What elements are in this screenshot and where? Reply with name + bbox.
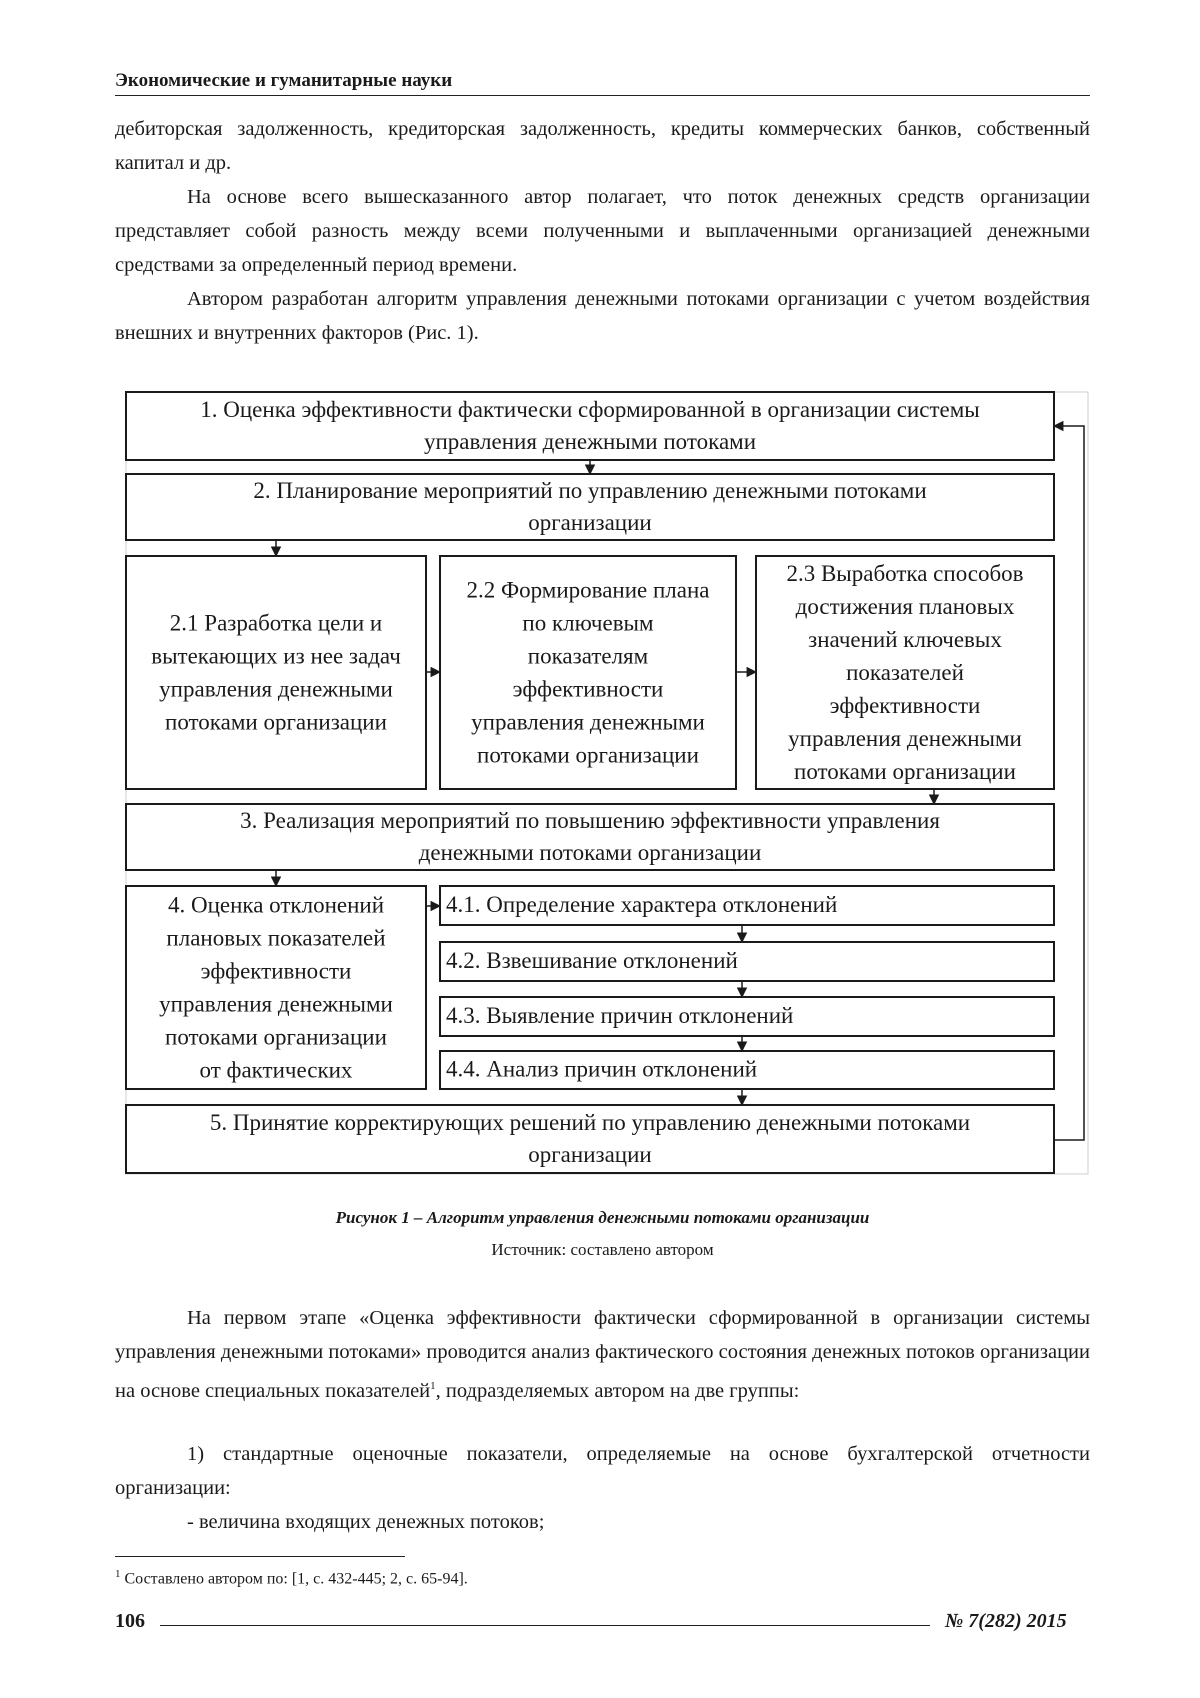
box3-line-1: 3. Реализация мероприятий по повышению эффективности управления	[240, 808, 940, 834]
box4-line-2: плановых показателей	[166, 925, 386, 951]
box23-line-7: потоками организации	[794, 758, 1016, 784]
figure-caption: Рисунок 1 – Алгоритм управления денежными потоками организации	[335, 1208, 870, 1227]
box4-line-3: эффективности	[200, 958, 352, 984]
box21-line-1: 2.1 Разработка цели и	[169, 610, 383, 636]
paragraph-1: дебиторская задолженность, кредиторская задолженность, кредиты коммерческих банков, собственный капитал и др.	[115, 118, 1090, 174]
paragraph-4-tail: , подразделяемых автором на две группы:	[435, 1379, 800, 1402]
box23-line-1: 2.3 Выработка способов	[786, 560, 1024, 586]
issue-number: № 7(282) 2015	[945, 1610, 1067, 1632]
box4-line-4: управления денежными	[159, 991, 393, 1017]
footnote-rule	[115, 1556, 405, 1557]
box44-line-1: 4.4. Анализ причин отклонений	[446, 1056, 758, 1082]
box22-line-6: потоками организации	[477, 742, 699, 768]
box21-line-4: потоками организации	[165, 709, 387, 735]
paragraph-3: Автором разработан алгоритм управления денежными потоками организации с учетом воздействия внешних и внутренних факторов (Рис. 1).	[115, 288, 1090, 344]
figure-source: Источник: составлено автором	[491, 1240, 714, 1259]
box21-line-3: управления денежными	[159, 676, 393, 702]
box22-line-2: по ключевым	[522, 610, 654, 636]
arrow-feedback-5-to-1	[1054, 426, 1084, 1140]
box2-line-2: организации	[528, 510, 652, 536]
box2-line-1: 2. Планирование мероприятий по управлению денежными потоками	[253, 478, 927, 504]
box22-line-5: управления денежными	[471, 709, 705, 735]
paragraph-2: На основе всего вышесказанного автор полагает, что поток денежных средств организации представляет собой разность между всеми полученными и выплаченными организацией денежными средствами за определенный период времени.	[115, 186, 1090, 276]
footnote	[115, 1568, 468, 1588]
box-2-1	[126, 556, 426, 789]
box23-line-2: достижения плановых	[795, 593, 1015, 619]
box4-line-6: от фактических	[199, 1057, 353, 1083]
paragraph-5: 1) стандартные оценочные показатели, определяемые на основе бухгалтерской отчетности организации:	[115, 1443, 1090, 1499]
footer-rule	[160, 1625, 930, 1626]
paragraph-6: - величина входящих денежных потоков;	[187, 1511, 545, 1533]
page-number: 106	[115, 1610, 145, 1632]
box41-line-1: 4.1. Определение характера отклонений	[446, 892, 838, 918]
box21-line-2: вытекающих из нее задач	[151, 643, 401, 669]
box1-line-1: 1. Оценка эффективности фактически сформированной в организации системы	[200, 397, 980, 423]
paragraph-4-text: На первом этапе «Оценка эффективности фактически сформированной в организации системы управления денежными потоками» проводится анализ фактического состояния денежных потоков организации на основе специальных показателей	[115, 1307, 1090, 1402]
box22-line-4: эффективности	[512, 676, 664, 702]
footnote-mark: 1	[115, 1568, 121, 1580]
box5-line-1: 5. Принятие корректирующих решений по управлению денежными потоками	[209, 1110, 971, 1136]
footnote-ref: 1	[430, 1380, 436, 1392]
box23-line-3: значений ключевых	[808, 626, 1002, 652]
box23-line-4: показателей	[846, 659, 964, 685]
box5-line-2: организации	[528, 1142, 652, 1168]
box1-line-2: управления денежными потоками	[423, 429, 757, 455]
box23-line-6: управления денежными	[788, 725, 1022, 751]
box4-line-1: 4. Оценка отклонений	[167, 892, 385, 918]
box22-line-1: 2.2 Формирование плана	[466, 577, 710, 603]
journal-header: Экономические и гуманитарные науки	[115, 70, 1090, 96]
box42-line-1: 4.2. Взвешивание отклонений	[446, 948, 738, 974]
box43-line-1: 4.3. Выявление причин отклонений	[446, 1003, 794, 1029]
box3-line-2: денежными потоками организации	[418, 840, 762, 866]
box23-line-5: эффективности	[829, 692, 981, 718]
paragraph-4	[115, 1301, 1090, 1408]
box4-line-5: потоками организации	[165, 1024, 387, 1050]
box22-line-3: показателям	[527, 643, 649, 669]
footnote-text: Составлено автором по: [1, с. 432-445; 2, с. 65-94].	[120, 1570, 468, 1588]
